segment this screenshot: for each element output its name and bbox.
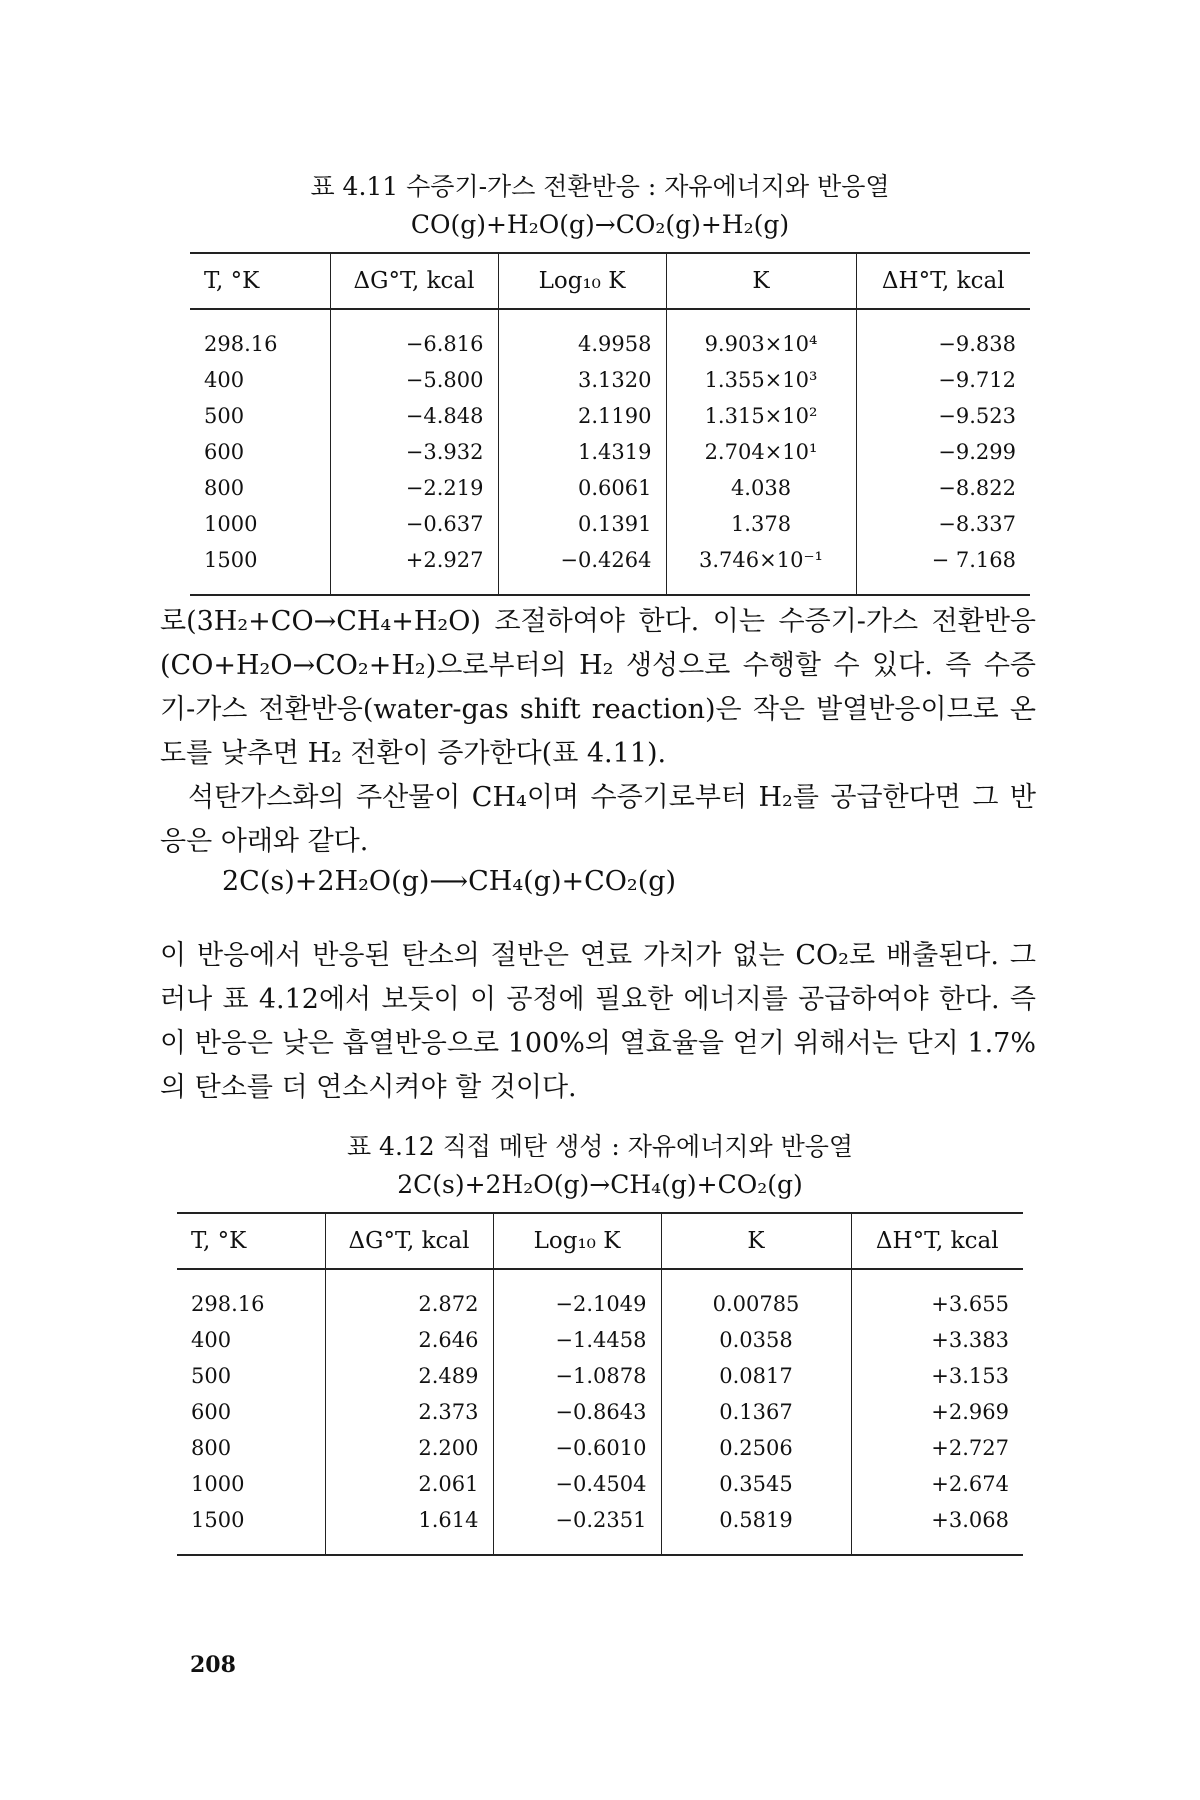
table-cell: +3.153: [851, 1358, 1023, 1394]
table-cell: 4.038: [666, 470, 856, 506]
table-cell: −9.712: [856, 362, 1030, 398]
table2-caption: 표 4.12 직접 메탄 생성 : 자유에너지와 반응열: [346, 1132, 854, 1161]
table-cell: +3.383: [851, 1322, 1023, 1358]
table-cell: −8.337: [856, 506, 1030, 542]
table-cell: 0.6061: [498, 470, 666, 506]
table-cell: 0.2506: [661, 1430, 851, 1466]
table-cell: −2.219: [330, 470, 498, 506]
table-cell: 2.489: [325, 1358, 493, 1394]
table-row: [177, 1322, 1023, 1358]
table-cell: 0.1391: [498, 506, 666, 542]
table-row: [190, 542, 1030, 595]
table-cell: −0.8643: [493, 1394, 661, 1430]
table-row: [190, 362, 1030, 398]
table-cell: 1500: [204, 548, 258, 572]
table-row: [190, 506, 1030, 542]
paragraph: 이 반응에서 반응된 탄소의 절반은 연료 가치가 없는 CO₂로 배출된다. 그러나 표 4.12에서 보듯이 이 공정에 필요한 에너지를 공급하여야 한다. 즉 이 반응은 낮은 흡열반응으로 100%의 열효율을 얻기 위해서는 단지 1.7%의 탄소를 더 연소시켜야 할 것이다.: [160, 940, 1036, 1103]
table-cell: 1000: [204, 512, 258, 536]
table2-reaction: 2C(s)+2H₂O(g)→CH₄(g)+CO₂(g): [397, 1170, 803, 1199]
table-cell: 0.3545: [661, 1466, 851, 1502]
table-row: [177, 1358, 1023, 1394]
table-cell: 500: [191, 1364, 232, 1388]
table-cell: −0.637: [330, 506, 498, 542]
table-cell: −0.6010: [493, 1430, 661, 1466]
table-cell: +2.927: [330, 542, 498, 595]
table-cell: −2.1049: [493, 1269, 661, 1322]
table-cell: +2.969: [851, 1394, 1023, 1430]
table-cell: 0.00785: [661, 1269, 851, 1322]
table-cell: 2.1190: [498, 398, 666, 434]
table-cell: 1.614: [325, 1502, 493, 1555]
table-row: [177, 1269, 1023, 1322]
table-cell: −3.932: [330, 434, 498, 470]
table-cell: 500: [204, 404, 245, 428]
table2-header-row: [177, 1213, 1023, 1269]
table1-header-row: [190, 253, 1030, 309]
table-row: [190, 309, 1030, 362]
table-cell: − 7.168: [856, 542, 1030, 595]
table-cell: 1.378: [666, 506, 856, 542]
body-text-2: [160, 934, 1036, 1110]
table-cell: 800: [204, 476, 245, 500]
table2-header-logk: Log₁₀ K: [493, 1213, 661, 1269]
table-cell: 600: [191, 1400, 232, 1424]
table-cell: 400: [191, 1328, 232, 1352]
table1-header-dg: ΔG°T, kcal: [330, 253, 498, 309]
table-row: [190, 434, 1030, 470]
table-cell: 1000: [191, 1472, 245, 1496]
table2: [177, 1212, 1023, 1556]
table1-header-t: T, °K: [204, 268, 260, 294]
table-cell: 1.315×10²: [666, 398, 856, 434]
table-cell: 2.200: [325, 1430, 493, 1466]
table-cell: 298.16: [191, 1292, 265, 1316]
table-cell: 600: [204, 440, 245, 464]
table-cell: 4.9958: [498, 309, 666, 362]
table-cell: 3.1320: [498, 362, 666, 398]
table-cell: −9.838: [856, 309, 1030, 362]
table-cell: −1.0878: [493, 1358, 661, 1394]
table-cell: −0.4264: [498, 542, 666, 595]
table-row: [190, 398, 1030, 434]
table-cell: −6.816: [330, 309, 498, 362]
paragraph: 석탄가스화의 주산물이 CH₄이며 수증기로부터 H₂를 공급한다면 그 반응은 아래와 같다.: [160, 782, 1036, 857]
table-cell: 2.704×10¹: [666, 434, 856, 470]
table-cell: −1.4458: [493, 1322, 661, 1358]
table-cell: 2.872: [325, 1269, 493, 1322]
table-cell: −9.299: [856, 434, 1030, 470]
table1-caption: 표 4.11 수증기-가스 전환반응 : 자유에너지와 반응열: [310, 172, 890, 201]
table-cell: −0.4504: [493, 1466, 661, 1502]
table-cell: 800: [191, 1436, 232, 1460]
table2-header-t: T, °K: [191, 1228, 247, 1254]
table-row: [177, 1466, 1023, 1502]
table-cell: 2.061: [325, 1466, 493, 1502]
table-cell: 0.0817: [661, 1358, 851, 1394]
body-text-1: [160, 600, 1036, 864]
table-cell: 1.4319: [498, 434, 666, 470]
table-row: [190, 470, 1030, 506]
table2-header-dg: ΔG°T, kcal: [325, 1213, 493, 1269]
table-cell: −0.2351: [493, 1502, 661, 1555]
table-cell: +3.068: [851, 1502, 1023, 1555]
table-cell: 0.5819: [661, 1502, 851, 1555]
reaction-equation: 2C(s)+2H₂O(g)⟶CH₄(g)+CO₂(g): [222, 866, 677, 897]
table-cell: 2.646: [325, 1322, 493, 1358]
table-cell: 3.746×10⁻¹: [666, 542, 856, 595]
table-row: [177, 1394, 1023, 1430]
table1-header-logk: Log₁₀ K: [498, 253, 666, 309]
table-cell: −5.800: [330, 362, 498, 398]
table-row: [177, 1430, 1023, 1466]
table-cell: 400: [204, 368, 245, 392]
table1-reaction: CO(g)+H₂O(g)→CO₂(g)+H₂(g): [410, 210, 790, 239]
table2-header-k: K: [661, 1213, 851, 1269]
table1: [190, 252, 1030, 596]
table1-header-dh: ΔH°T, kcal: [856, 253, 1030, 309]
table-cell: 9.903×10⁴: [666, 309, 856, 362]
table-cell: +2.674: [851, 1466, 1023, 1502]
table-cell: −4.848: [330, 398, 498, 434]
paragraph: 로(3H₂+CO→CH₄+H₂O) 조절하여야 한다. 이는 수증기-가스 전환반응(CO+H₂O→CO₂+H₂)으로부터의 H₂ 생성으로 수행할 수 있다. 즉 수증기-가스 전환반응(water-gas shift reaction)은 작은 발열반응이므로 온도를 낮추면 H₂ 전환이 증가한다(표 4.11).: [160, 606, 1036, 769]
table-cell: 2.373: [325, 1394, 493, 1430]
table-cell: 1500: [191, 1508, 245, 1532]
table-cell: 1.355×10³: [666, 362, 856, 398]
table-cell: −9.523: [856, 398, 1030, 434]
table-cell: 298.16: [204, 332, 278, 356]
table1-header-k: K: [666, 253, 856, 309]
table2-header-dh: ΔH°T, kcal: [851, 1213, 1023, 1269]
page-number: 208: [190, 1652, 236, 1678]
table-row: [177, 1502, 1023, 1555]
table-cell: +3.655: [851, 1269, 1023, 1322]
table-cell: 0.0358: [661, 1322, 851, 1358]
table-cell: 0.1367: [661, 1394, 851, 1430]
table-cell: +2.727: [851, 1430, 1023, 1466]
table-cell: −8.822: [856, 470, 1030, 506]
